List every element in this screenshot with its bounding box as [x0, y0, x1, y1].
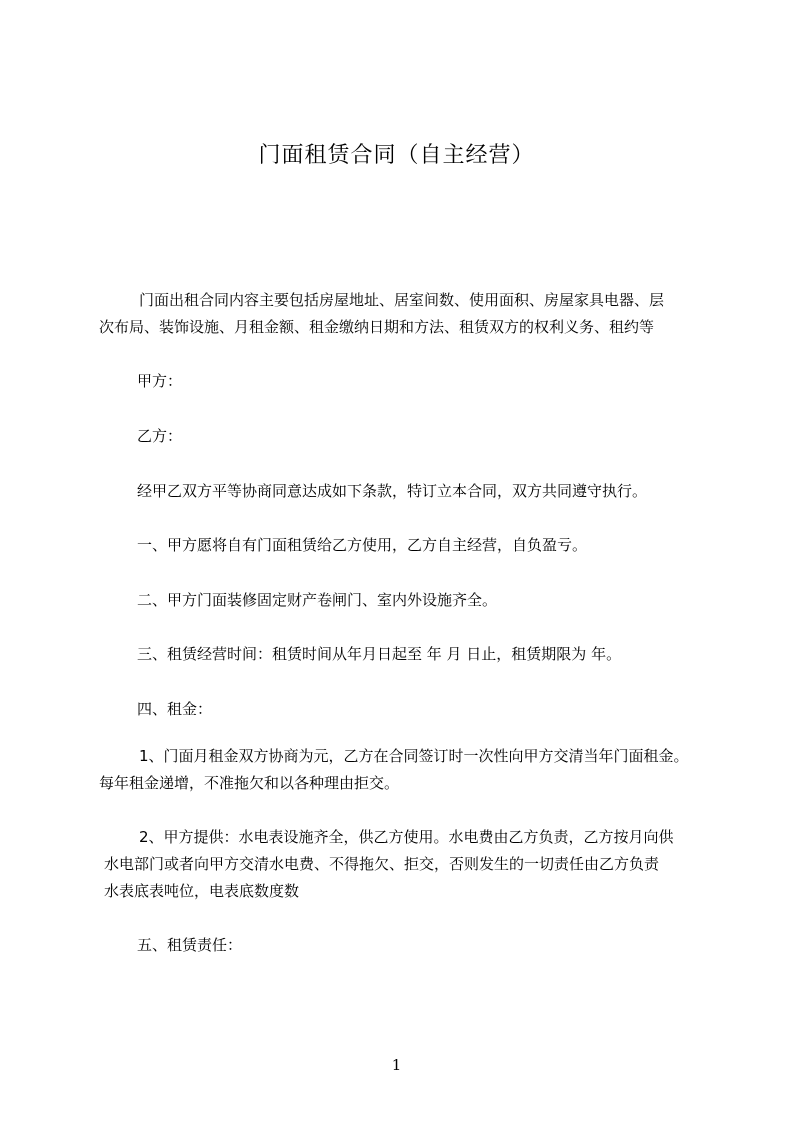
clause-2: 二、甲方门面装修固定财产卷闸门、室内外设施齐全。 [137, 591, 498, 609]
clause-3: 三、租赁经营时间：租赁时间从年月日起至 年 月 日止，租赁期限为 年。 [137, 645, 622, 663]
intro-line-2: 次布局、装饰设施、月租金额、租金缴纳日期和方法、租赁双方的权利义务、租约等 [99, 318, 655, 336]
page-number: 1 [391, 1056, 402, 1074]
agreement-statement: 经甲乙双方平等协商同意达成如下条款，特订立本合同，双方共同遵守执行。 [137, 482, 648, 500]
rent-item-2-line-1: 2、甲方提供：水电表设施齐全，供乙方使用。水电费由乙方负责，乙方按月向供 [139, 828, 674, 846]
rent-item-1-line-2: 每年租金递增，不准拖欠和以各种理由拒交。 [99, 774, 400, 792]
party-a-label: 甲方： [137, 372, 183, 390]
clause-1: 一、甲方愿将自有门面租赁给乙方使用，乙方自主经营，自负盈亏。 [137, 536, 588, 554]
rent-item-1-line-1: 1、门面月租金双方协商为元，乙方在合同签订时一次性向甲方交清当年门面租金。 [139, 747, 689, 765]
intro-line-1: 门面出租合同内容主要包括房屋地址、居室间数、使用面积、房屋家具电器、层 [139, 291, 665, 309]
rent-item-2-line-3: 水表底表吨位，电表底数度数 [104, 882, 300, 900]
clause-4-heading: 四、租金： [137, 700, 213, 718]
document-title: 门面租赁合同（自主经营） [258, 143, 535, 168]
clause-5-heading: 五、租赁责任： [137, 936, 243, 954]
rent-item-2-line-2: 水电部门或者向甲方交清水电费、不得拖欠、拒交，否则发生的一切责任由乙方负责 [104, 855, 660, 873]
party-b-label: 乙方： [137, 427, 183, 445]
